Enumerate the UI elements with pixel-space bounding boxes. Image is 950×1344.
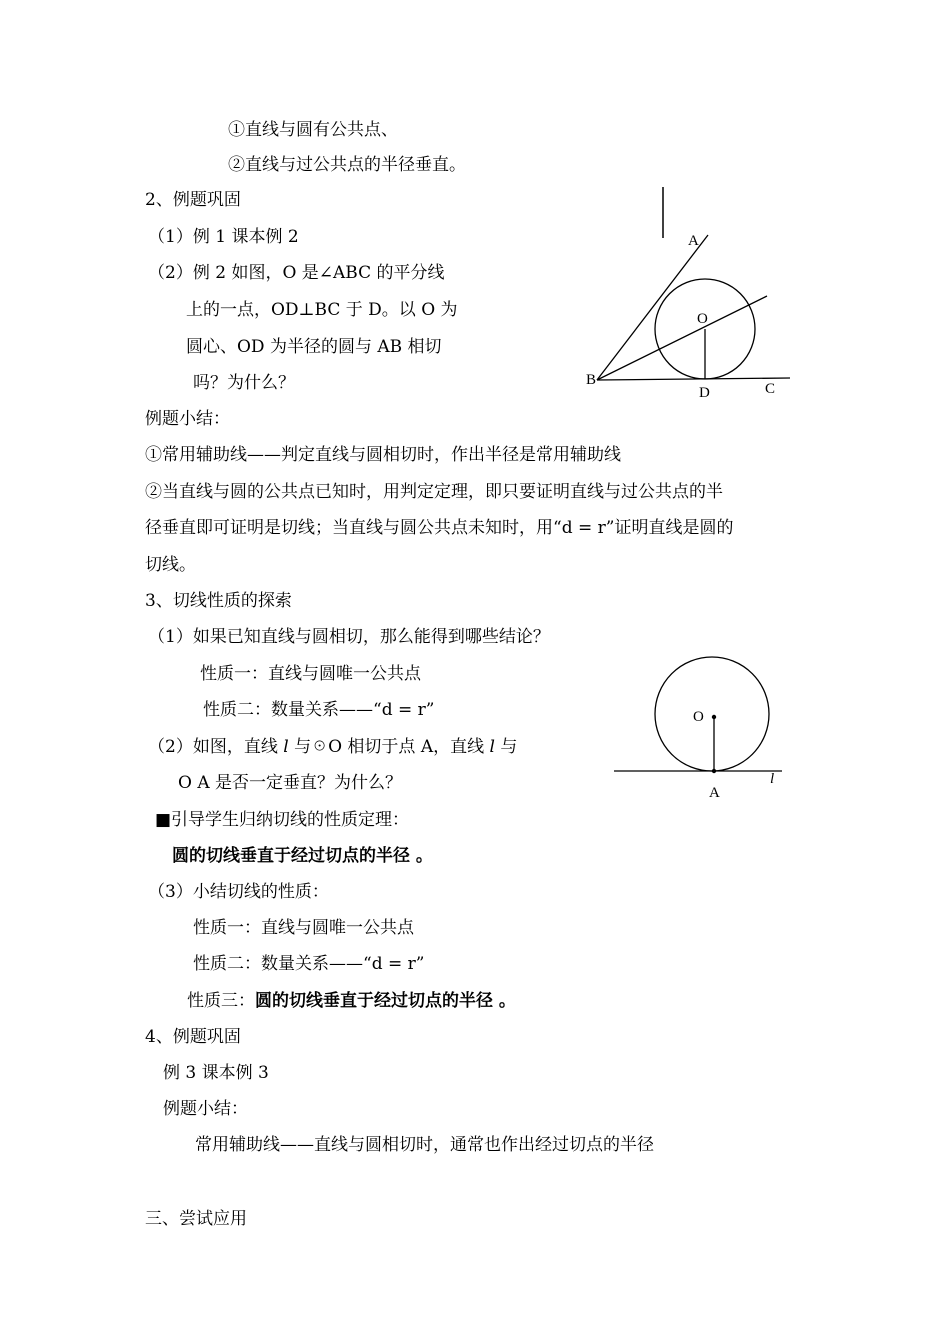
summary-2-line-a: ②当直线与圆的公共点已知时，用判定定理，即只要证明直线与过公共点的半 xyxy=(145,482,723,502)
property-2: 性质二：数量关系——“d = r” xyxy=(203,700,435,720)
question-1: （1）如果已知直线与圆相切，那么能得到哪些结论？ xyxy=(148,627,550,647)
label-d: D xyxy=(699,385,710,401)
line-l-symbol-2: l xyxy=(489,737,495,757)
tangent-theorem: 圆的切线垂直于经过切点的半径 。 xyxy=(172,846,433,866)
label-b: B xyxy=(586,372,597,388)
recap-property-3-text: 圆的切线垂直于经过切点的半径 。 xyxy=(255,991,516,1011)
section-2-heading: 2、例题巩固 xyxy=(145,190,241,210)
question-3: （3）小结切线的性质： xyxy=(148,882,329,902)
condition-2: ②直线与过公共点的半径垂直。 xyxy=(228,155,466,175)
example-2-line-1: （2）例 2 如图，O 是∠ABC 的平分线 xyxy=(148,263,445,283)
recap-property-2: 性质二：数量关系——“d = r” xyxy=(193,954,425,974)
recap-property-3 xyxy=(187,990,516,1012)
recap-property-3-label: 性质三： xyxy=(187,991,255,1011)
example-1-line: （1）例 1 课本例 2 xyxy=(148,227,299,247)
example-summary-text: 常用辅助线——直线与圆相切时，通常也作出经过切点的半径 xyxy=(195,1135,654,1155)
label-a-2: A xyxy=(709,785,720,801)
property-1: 性质一：直线与圆唯一公共点 xyxy=(200,664,421,684)
question-2-text-3: 与 xyxy=(494,737,518,757)
question-2-text-1: （2）如图，直线 xyxy=(148,737,284,757)
guide-line: ■引导学生归纳切线的性质定理： xyxy=(155,810,410,830)
center-point-o xyxy=(712,715,716,719)
label-a: A xyxy=(688,233,699,249)
tangent-point-a xyxy=(712,769,716,773)
question-2-line-2: O A 是否一定垂直？为什么？ xyxy=(178,773,403,793)
summary-2-line-b: 径垂直即可证明是切线；当直线与圆公共点未知时，用“d = r”证明直线是圆的 xyxy=(145,518,734,538)
circle-o-2 xyxy=(655,657,769,771)
section-three-heading: 三、尝试应用 xyxy=(145,1209,247,1229)
label-o: O xyxy=(697,311,708,327)
section-3-heading: 3、切线性质的探索 xyxy=(145,591,292,611)
label-o-2: O xyxy=(693,709,704,725)
section-4-heading: 4、例题巩固 xyxy=(145,1027,241,1047)
example-summary-title: 例题小结： xyxy=(163,1099,248,1119)
recap-property-1: 性质一：直线与圆唯一公共点 xyxy=(193,918,414,938)
example-3-line: 例 3 课本例 3 xyxy=(163,1063,269,1083)
summary-2-line-c: 切线。 xyxy=(145,555,196,575)
label-l: l xyxy=(770,771,775,787)
example-2-line-2: 上的一点，OD⊥BC 于 D。以 O 为 xyxy=(186,300,458,320)
summary-1: ①常用辅助线——判定直线与圆相切时，作出半径是常用辅助线 xyxy=(145,445,621,465)
example-2-line-4: 吗？为什么？ xyxy=(193,373,295,393)
line-l-symbol: l xyxy=(283,737,289,757)
label-c: C xyxy=(765,381,776,397)
summary-title: 例题小结： xyxy=(145,409,230,429)
condition-1: ①直线与圆有公共点、 xyxy=(228,120,398,140)
example-2-line-3: 圆心、OD 为半径的圆与 AB 相切 xyxy=(186,337,442,357)
question-2-text-2: 与☉O 相切于点 A，直线 xyxy=(288,737,490,757)
